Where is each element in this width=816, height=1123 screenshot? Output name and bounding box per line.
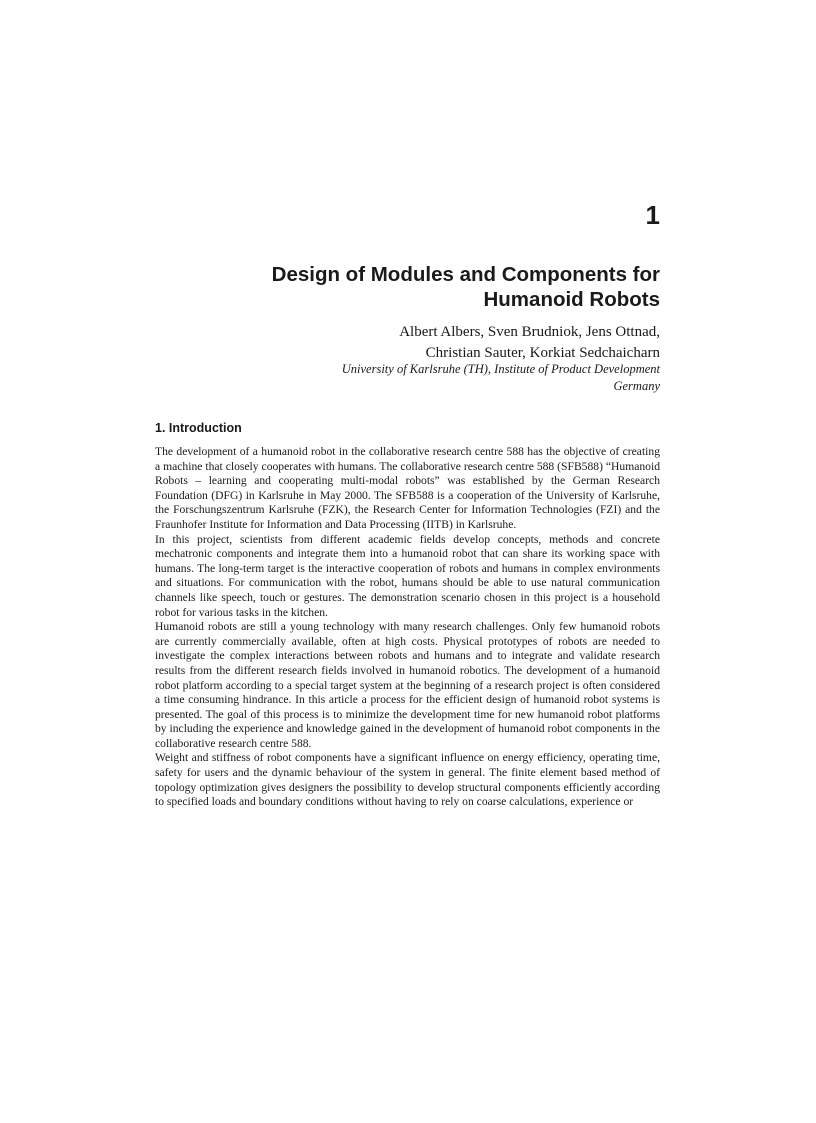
affiliation-line: Germany: [613, 379, 660, 393]
body-paragraph: Humanoid robots are still a young technology with many research challenges. Only few humanoid robots are currently commercially available, often at high costs. Physical prototypes of robots are needed to investigate the complex interactions between robots and humans and to integrate and validate research results from the different research fields involved in humanoid robotics. The development of a humanoid robot platform according to a special target system at the beginning of a research project is often considered a time consuming hindrance. In this article a process for the efficient design of humanoid robot systems is presented. The goal of this process is to minimize the development time for new humanoid robot platforms by including the experience and knowledge gained in the development of humanoid robot components in the collaborative research centre 588.: [155, 620, 660, 750]
author-line: Albert Albers, Sven Brudniok, Jens Ottnad,: [399, 324, 660, 340]
chapter-title-line: Design of Modules and Components for: [271, 263, 660, 286]
body-paragraph: The development of a humanoid robot in the collaborative research centre 588 has the objective of creating a machine that closely cooperates with humans. The collaborative research centre 588 (SFB588) “Humanoid Robots – learning and cooperating multi-modal robots” was established by the German Research Foundation (DFG) in Karlsruhe in May 2000. The SFB588 is a cooperation of the University of Karlsruhe, the Forschungszentrum Karlsruhe (FZK), the Research Center for Information Technologies (FZI) and the Fraunhofer Institute for Information and Data Processing (IITB) in Karlsruhe.: [155, 445, 660, 531]
author-list: [250, 322, 660, 364]
chapter-title: [200, 262, 660, 312]
body-paragraph: In this project, scientists from different academic fields develop concepts, methods and concrete mechatronic components and integrate them into a humanoid robot that can share its working space with humans. The long-term target is the interactive cooperation of robots and humans in complex environments and situations. For communication with the robot, humans should be able to use natural communication channels like speech, touch or gestures. The demonstration scenario chosen in this project is a household robot for various tasks in the kitchen.: [155, 532, 660, 619]
author-line: Christian Sauter, Korkiat Sedchaicharn: [425, 345, 660, 361]
chapter-number: 1: [645, 200, 660, 230]
affiliation-line: University of Karlsruhe (TH), Institute of Product Development: [341, 362, 660, 376]
chapter-title-line: Humanoid Robots: [483, 288, 660, 311]
body-paragraph: Weight and stiffness of robot components have a significant influence on energy efficiency, operating time, safety for users and the dynamic behaviour of the system in general. The finite element based method of topology optimization gives designers the possibility to develop structural components efficiently according to specified loads and boundary conditions without having to rely on coarse calculations, experience or: [155, 751, 660, 809]
section-body: [155, 445, 660, 810]
affiliation: [250, 361, 660, 395]
section-heading: 1. Introduction: [155, 421, 242, 435]
